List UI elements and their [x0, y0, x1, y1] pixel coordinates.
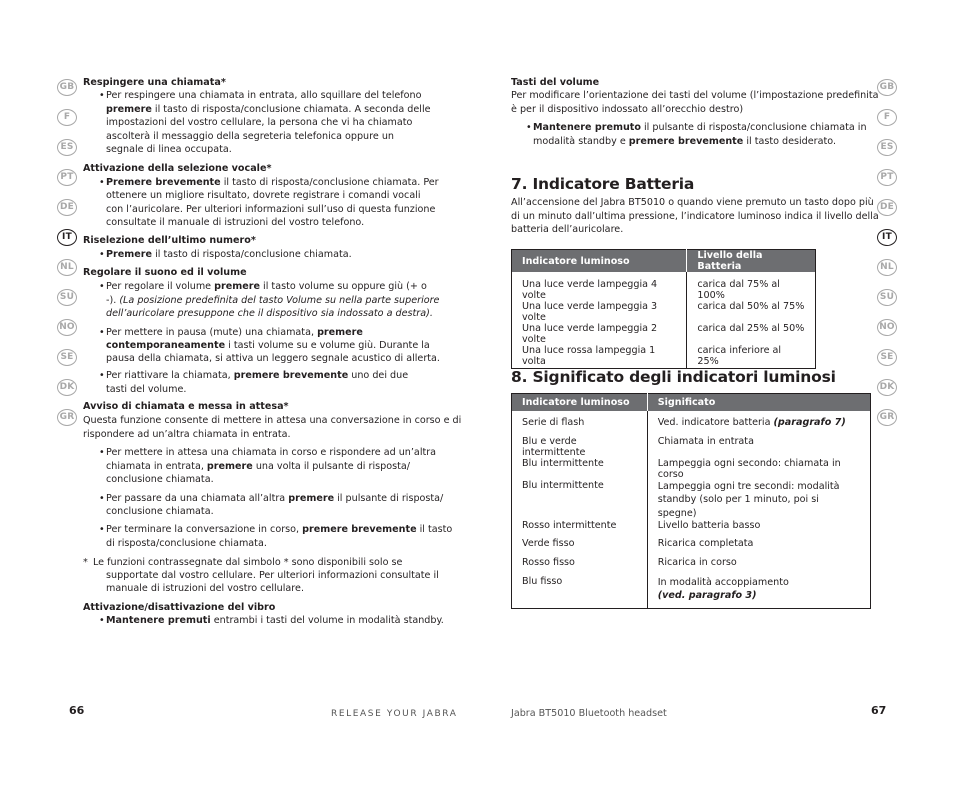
table-cell: carica dal 25% al 50%	[697, 323, 805, 334]
lang-tab-gr[interactable]: GR	[57, 409, 77, 426]
footnote-text: manuale di istruzioni del vostro cellulare.	[106, 583, 304, 594]
body-text: con l’auricolare. Per ulteriori informazioni sull’uso di questa funzione	[106, 204, 436, 215]
section-heading: Respingere una chiamata*	[83, 77, 226, 88]
section-heading: Regolare il suono ed il volume	[83, 267, 247, 278]
lang-tab-se[interactable]: SE	[57, 349, 77, 366]
lang-tab-no[interactable]: NO	[57, 319, 77, 336]
bullet-text: • Per mettere in pausa (mute) una chiamata, premere	[106, 326, 363, 339]
table-row	[512, 301, 816, 323]
page-number-left: 66	[69, 704, 85, 717]
page-number-right: 67	[871, 704, 887, 717]
table-row	[512, 436, 871, 458]
bullet-text: • Premere brevemente il tasto di risposta/conclusione chiamata. Per	[106, 176, 439, 189]
table-cell: Ricarica completata	[657, 538, 754, 550]
lang-tab-pt[interactable]: PT	[877, 169, 897, 186]
body-text: ottenere un migliore risultato, dovrete registrare i comandi vocali	[106, 190, 421, 201]
table-header: Livello della Batteria	[687, 250, 816, 273]
table-cell: Una luce verde lampeggia 3 volte	[512, 301, 687, 323]
table-header: Indicatore luminoso	[512, 250, 687, 273]
bullet-text: • Per respingere una chiamata in entrata, allo squillare del telefono	[106, 89, 422, 102]
section-heading: Tasti del volume	[511, 77, 600, 88]
table-cell: Ricarica in corso	[657, 557, 737, 569]
bullet-text: • Per regolare il volume premere il tasto volume su oppure giù (+ o	[106, 280, 427, 293]
lang-tab-gr[interactable]: GR	[877, 409, 897, 426]
table-cell: Lampeggia ogni secondo: chiamata in corso	[657, 458, 841, 480]
table-cell: Una luce rossa lampeggia 1 volta	[512, 345, 687, 368]
table-cell: carica inferiore al 25%	[697, 345, 782, 367]
body-text: rispondere ad un’altra chiamata in entrata.	[83, 429, 291, 440]
footnote-text: supportate dal vostro cellulare. Per ulteriori informazioni consultate il	[106, 570, 439, 581]
bullet-text: • Premere il tasto di risposta/conclusione chiamata.	[106, 248, 352, 261]
lang-tab-no[interactable]: NO	[877, 319, 897, 336]
table-cell: In modalità accoppiamento (ved. paragrafo 3)	[657, 577, 789, 602]
body-text: consultate il manuale di istruzioni del vostro telefono.	[106, 217, 365, 228]
footnote-mark: *	[83, 557, 88, 568]
table-row	[512, 272, 816, 301]
body-text: ascolterà il messaggio della segreteria telefonica oppure un	[106, 131, 394, 142]
lang-tab-it-active[interactable]: IT	[877, 229, 897, 246]
body-text: è per il dispositivo indossato all’orecchio destro)	[511, 104, 744, 115]
body-text: pausa della chiamata, si attiva un leggero segnale acustico di allerta.	[106, 353, 440, 364]
table-cell: carica dal 50% al 75%	[697, 301, 805, 312]
lights-table	[511, 393, 871, 609]
section-title-8: 8. Significato degli indicatori luminosi	[511, 368, 836, 386]
table-cell: Una luce verde lampeggia 4 volte	[512, 272, 687, 301]
lang-tab-es[interactable]: ES	[877, 139, 897, 156]
table-cell: Rosso fisso	[512, 557, 648, 576]
body-text: conclusione chiamata.	[106, 506, 214, 517]
lang-tab-f[interactable]: F	[57, 109, 77, 126]
bullet-text: • Mantenere premuto il pulsante di risposta/conclusione chiamata in	[533, 121, 867, 134]
table-row	[512, 323, 816, 345]
lang-tab-gb[interactable]: GB	[57, 79, 77, 96]
lang-tab-nl[interactable]: NL	[877, 259, 897, 276]
lang-tab-dk[interactable]: DK	[57, 379, 77, 396]
table-cell: Blu intermittente	[512, 458, 648, 480]
table-row	[512, 480, 871, 520]
body-text: di risposta/conclusione chiamata.	[106, 538, 267, 549]
table-header: Significato	[647, 394, 870, 412]
table-cell: Una luce verde lampeggia 2 volte	[512, 323, 687, 345]
lang-tab-es[interactable]: ES	[57, 139, 77, 156]
table-cell: Blu fisso	[512, 576, 648, 608]
lang-tab-pt[interactable]: PT	[57, 169, 77, 186]
table-header: Indicatore luminoso	[512, 394, 648, 412]
table-cell: Chiamata in entrata	[657, 436, 754, 447]
lang-tab-gb[interactable]: GB	[877, 79, 897, 96]
bullet-text: • Per mettere in attesa una chiamata in corso e rispondere ad un’altra	[106, 446, 436, 459]
footer-tagline: RELEASE YOUR JABRA	[331, 709, 458, 719]
footnote-text: Le funzioni contrassegnate dal simbolo * sono disponibili solo se	[93, 557, 403, 568]
lang-tab-it-active[interactable]: IT	[57, 229, 77, 246]
bullet-text: • Mantenere premuti entrambi i tasti del volume in modalità standby.	[106, 614, 444, 627]
bullet-text: • Per riattivare la chiamata, premere brevemente uno dei due	[106, 369, 408, 382]
body-text: modalità standby e premere brevemente il tasto desiderato.	[533, 136, 837, 147]
table-row	[512, 557, 871, 576]
lang-tab-nl[interactable]: NL	[57, 259, 77, 276]
section-title-7: 7. Indicatore Batteria	[511, 175, 695, 193]
body-text: impostazioni del vostro cellulare, la persona che vi ha chiamato	[106, 117, 413, 128]
table-cell: Ved. indicatore batteria (paragrafo 7)	[657, 417, 846, 428]
body-text: Questa funzione consente di mettere in attesa una conversazione in corso e di	[83, 415, 462, 426]
body-text: di un minuto dall’ultima pressione, l’indicatore luminoso indica il livello della	[511, 211, 879, 222]
body-text: tasti del volume.	[106, 384, 187, 395]
body-text: segnale di linea occupata.	[106, 144, 232, 155]
table-row	[512, 576, 871, 608]
body-text: batteria dell’auricolare.	[511, 224, 624, 235]
lang-tab-dk[interactable]: DK	[877, 379, 897, 396]
section-heading: Riselezione dell’ultimo numero*	[83, 235, 256, 246]
table-cell: Livello batteria basso	[657, 520, 761, 532]
table-row	[512, 345, 816, 368]
section-heading: Avviso di chiamata e messa in attesa*	[83, 401, 289, 412]
body-text: All’accensione del Jabra BT5010 o quando viene premuto un tasto dopo più	[511, 197, 874, 208]
lang-tab-de[interactable]: DE	[877, 199, 897, 216]
table-cell: Rosso intermittente	[512, 520, 648, 538]
bullet-text: • Per passare da una chiamata all’altra premere il pulsante di risposta/	[106, 492, 443, 505]
table-cell: Blu e verde intermittente	[512, 436, 648, 458]
table-row	[512, 458, 871, 480]
table-cell: carica dal 75% al 100%	[697, 279, 780, 301]
lang-tab-f[interactable]: F	[877, 109, 897, 126]
lang-tab-su[interactable]: SU	[57, 289, 77, 306]
table-header-row	[512, 394, 871, 412]
table-cell: Lampeggia ogni tre secondi: modalità standby (solo per 1 minuto, poi si spegne)	[657, 481, 840, 519]
table-row	[512, 411, 871, 436]
body-text: Per modificare l’orientazione dei tasti del volume (l’impostazione predefinita	[511, 90, 879, 101]
body-text: -). (La posizione predefinita del tasto Volume su nella parte superiore	[106, 295, 440, 306]
body-text: contemporaneamente i tasti volume su e volume giù. Durante la	[106, 340, 430, 351]
table-row	[512, 520, 871, 538]
battery-table	[511, 249, 816, 369]
lang-tab-de[interactable]: DE	[57, 199, 77, 216]
footer-product: Jabra BT5010 Bluetooth headset	[511, 708, 667, 719]
lang-tab-se[interactable]: SE	[877, 349, 897, 366]
lang-tab-su[interactable]: SU	[877, 289, 897, 306]
body-text: chiamata in entrata, premere una volta il pulsante di risposta/	[106, 461, 410, 472]
bullet-text: • Per terminare la conversazione in corso, premere brevemente il tasto	[106, 523, 452, 536]
body-text: dell’auricolare presuppone che il dispositivo sia indossato a destra).	[106, 308, 433, 319]
body-text: conclusione chiamata.	[106, 474, 214, 485]
section-heading: Attivazione/disattivazione del vibro	[83, 602, 276, 613]
table-cell: Serie di flash	[512, 411, 648, 436]
body-text: premere il tasto di risposta/conclusione chiamata. A seconda delle	[106, 104, 431, 115]
section-heading: Attivazione della selezione vocale*	[83, 163, 272, 174]
table-row	[512, 538, 871, 557]
table-cell: Blu intermittente	[512, 480, 648, 520]
table-cell: Verde fisso	[512, 538, 648, 557]
table-header-row	[512, 250, 816, 273]
